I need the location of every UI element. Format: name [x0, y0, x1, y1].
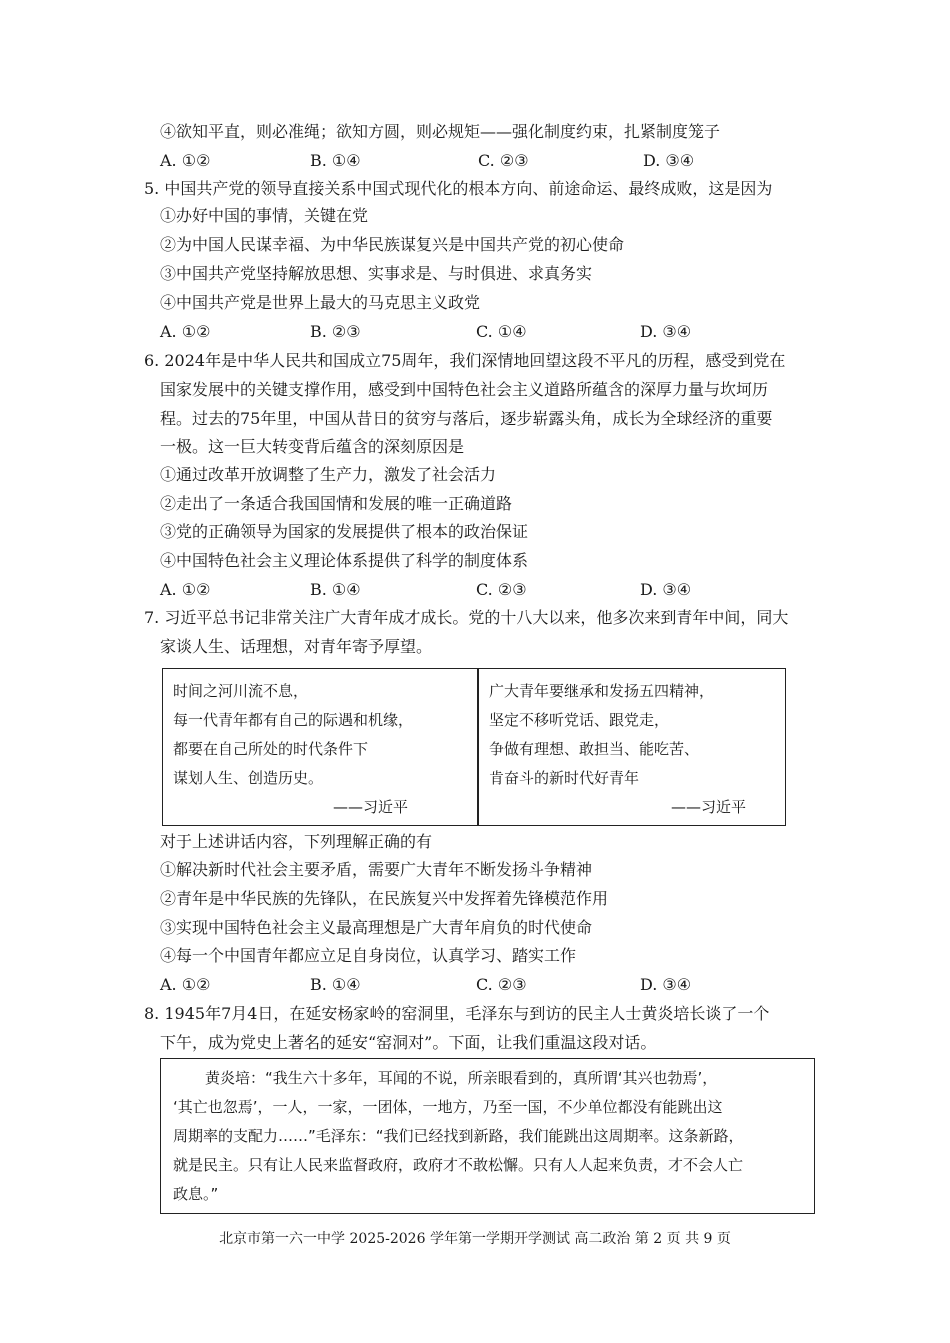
q7-quote-right-line-4: 肯奋斗的新时代好青年 [489, 769, 640, 787]
q6-item-1: ①通过改革开放调整了生产力，激发了社会活力 [160, 465, 497, 484]
q6-stem-line-4: 一极。这一巨大转变背后蕴含的深刻原因是 [160, 437, 465, 456]
q8-stem-line-1: 8. 1945年7月4日，在延安杨家岭的窑洞里，毛泽东与到访的民主人士黄炎培长谈了一个 [144, 1004, 770, 1023]
q4-option-c[interactable]: C. ②③ [478, 151, 529, 170]
q7-question: 对于上述讲话内容，下列理解正确的有 [160, 832, 433, 851]
q7-option-b[interactable]: B. ①④ [310, 975, 361, 994]
q5-item-3: ③中国共产党坚持解放思想、实事求是、与时俱进、求真务实 [160, 264, 593, 283]
q8-dialogue-line-4: 就是民主。只有让人民来监督政府，政府才不敢松懈。只有人人起来负责，才不会人亡 [173, 1156, 744, 1174]
q7-item-4: ④每一个中国青年都应立足自身岗位，认真学习、踏实工作 [160, 946, 577, 965]
q8-dialogue-line-5: 政息。” [173, 1185, 219, 1203]
q4-option-a[interactable]: A. ①② [160, 151, 211, 170]
q5-item-4: ④中国共产党是世界上最大的马克思主义政党 [160, 293, 481, 312]
q7-options [160, 974, 780, 996]
q8-dialogue-line-2: ‘其亡也忽焉’，一人，一家，一团体，一地方，乃至一国，不少单位都没有能跳出这 [173, 1098, 723, 1116]
q7-quote-right [489, 677, 714, 793]
q4-option-b[interactable]: B. ①④ [310, 151, 361, 170]
q7-quote-left-line-2: 每一代青年都有自己的际遇和机缘， [173, 711, 414, 729]
q6-option-a[interactable]: A. ①② [160, 580, 211, 599]
q5-option-a[interactable]: A. ①② [160, 322, 211, 341]
page-footer: 北京市第一六一中学 2025-2026 学年第一学期开学测试 高二政治 第 2 页 共 9 页 [219, 1231, 731, 1247]
q6-stem-line-2: 国家发展中的关键支撑作用，感受到中国特色社会主义道路所蕴含的深厚力量与坎坷历 [160, 380, 769, 399]
q7-quote-left-author: ——习近平 [333, 798, 409, 816]
q8-stem-line-2: 下午，成为党史上著名的延安“窑洞对”。下面，让我们重温这段对话。 [160, 1033, 657, 1052]
q6-options [160, 579, 780, 601]
q7-quote-left-line-4: 谋划人生、创造历史。 [173, 769, 324, 787]
q6-item-2: ②走出了一条适合我国国情和发展的唯一正确道路 [160, 494, 513, 513]
q5-option-d[interactable]: D. ③④ [640, 322, 692, 341]
q7-quote-left-line-3: 都要在自己所处的时代条件下 [173, 740, 369, 758]
q4-option-d[interactable]: D. ③④ [643, 151, 695, 170]
q6-option-c[interactable]: C. ②③ [476, 580, 527, 599]
q8-dialogue-line-3: 周期率的支配力……”毛泽东：“我们已经找到新路，我们能跳出这周期率。这条新路， [173, 1127, 744, 1145]
q6-item-3: ③党的正确领导为国家的发展提供了根本的政治保证 [160, 522, 529, 541]
q7-quote-right-line-3: 争做有理想、敢担当、能吃苦、 [489, 740, 700, 758]
q7-quote-left [173, 677, 413, 793]
q5-options [160, 321, 780, 343]
q6-item-4: ④中国特色社会主义理论体系提供了科学的制度体系 [160, 551, 529, 570]
q7-option-d[interactable]: D. ③④ [640, 975, 692, 994]
q7-option-c[interactable]: C. ②③ [476, 975, 527, 994]
q5-option-c[interactable]: C. ①④ [476, 322, 527, 341]
q4-item-4: ④欲知平直，则必准绳；欲知方圆，则必规矩——强化制度约束，扎紧制度笼子 [160, 122, 721, 141]
q6-stem-line-1: 6. 2024年是中华人民共和国成立75周年，我们深情地回望这段不平凡的历程，感受到党在 [144, 351, 786, 370]
q7-stem-line-1: 7. 习近平总书记非常关注广大青年成才成长。党的十八大以来，他多次来到青年中间，同大 [144, 608, 789, 627]
q8-dialogue-box [160, 1058, 815, 1214]
q6-option-b[interactable]: B. ①④ [310, 580, 361, 599]
q7-quote-right-author: ——习近平 [671, 798, 747, 816]
q7-quote-right-line-2: 坚定不移听党话、跟党走， [489, 711, 670, 729]
q5-stem: 5. 中国共产党的领导直接关系中国式现代化的根本方向、前途命运、最终成败，这是因为 [144, 179, 773, 198]
q7-stem-line-2: 家谈人生、话理想，对青年寄予厚望。 [160, 637, 433, 656]
q7-quote-left-line-1: 时间之河川流不息， [173, 682, 309, 700]
q7-quote-table [162, 668, 786, 826]
q7-quote-right-line-1: 广大青年要继承和发扬五四精神， [489, 682, 715, 700]
q7-quote-divider [477, 669, 479, 825]
q7-option-a[interactable]: A. ①② [160, 975, 211, 994]
q8-dialogue-line-1: 黄炎培：“我生六十多年，耳闻的不说，所亲眼看到的，真所谓‘其兴也勃焉’， [205, 1069, 718, 1087]
q5-item-2: ②为中国人民谋幸福、为中华民族谋复兴是中国共产党的初心使命 [160, 235, 625, 254]
q6-option-d[interactable]: D. ③④ [640, 580, 692, 599]
q5-item-1: ①办好中国的事情，关键在党 [160, 206, 369, 225]
q5-option-b[interactable]: B. ②③ [310, 322, 361, 341]
q7-item-1: ①解决新时代社会主要矛盾，需要广大青年不断发扬斗争精神 [160, 860, 593, 879]
q7-item-3: ③实现中国特色社会主义最高理想是广大青年肩负的时代使命 [160, 918, 593, 937]
q6-stem-line-3: 程。过去的75年里，中国从昔日的贫穷与落后，逐步崭露头角，成长为全球经济的重要 [160, 409, 773, 428]
q7-item-2: ②青年是中华民族的先锋队，在民族复兴中发挥着先锋模范作用 [160, 889, 609, 908]
q4-options [160, 150, 780, 172]
